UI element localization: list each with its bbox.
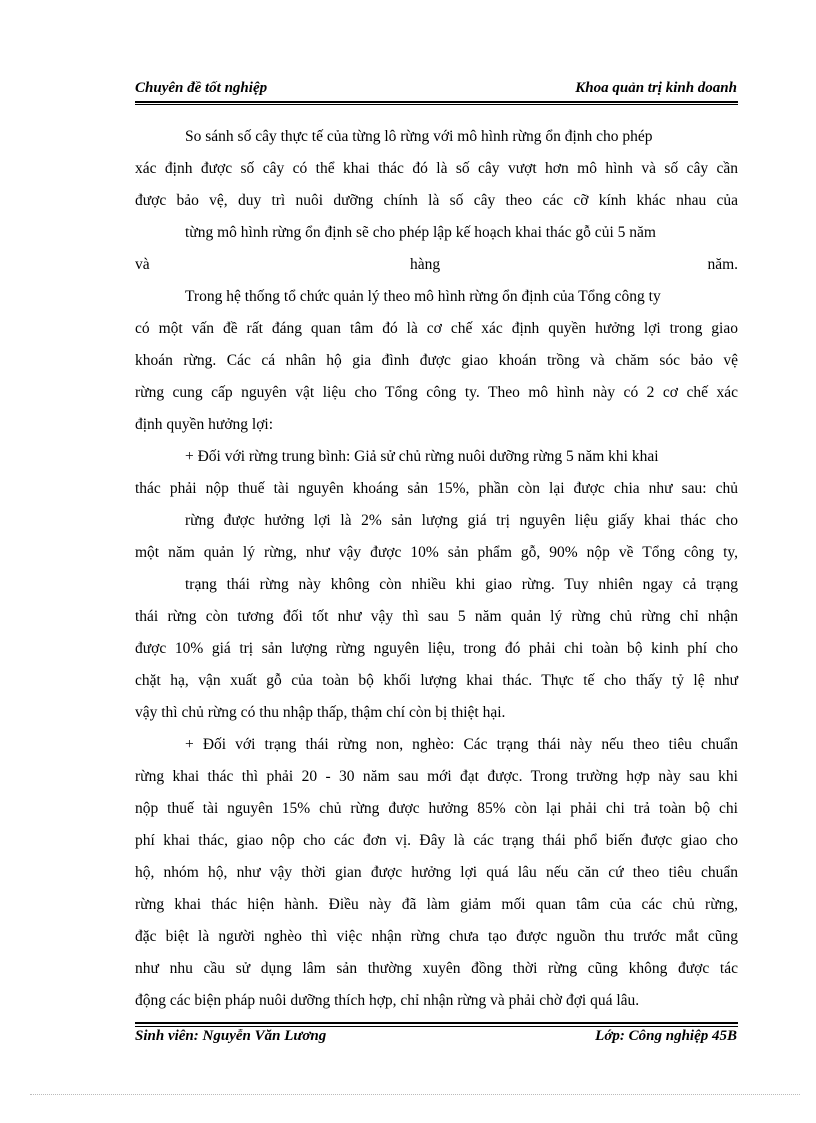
text-fragment-va: và (135, 256, 150, 273)
footer-rule-thin (135, 1026, 738, 1027)
text-fragment-hang: hàng (410, 256, 441, 273)
text-fragment-nam: năm. (707, 256, 738, 273)
text-line: đặc biệt là người nghèo thì việc nhận rừng chưa tạo được nguồn thu trước mắt cũng (135, 928, 738, 945)
text-line: hộ, nhóm hộ, như vậy thời gian được hưởng lợi quá lâu nếu căn cứ theo tiêu chuẩn (135, 864, 738, 881)
text-line: nộp thuế tài nguyên 15% chủ rừng được hưởng 85% còn lại phải chi trả toàn bộ chi (135, 800, 738, 817)
text-line: rừng khai thác hiện hành. Điều này đã làm giảm mối quan tâm của các chủ rừng, (135, 896, 738, 913)
text-line: So sánh số cây thực tế của từng lô rừng với mô hình rừng ổn định cho phép (185, 128, 653, 145)
text-line: xác định được số cây có thể khai thác đó là số cây vượt hơn mô hình và số cây cần (135, 160, 738, 177)
text-line: thái rừng còn tương đối tốt như vậy thì sau 5 năm quản lý rừng chủ rừng chỉ nhận (135, 608, 738, 625)
text-line: phí khai thác, giao nộp cho các đơn vị. Đây là các trạng thái phổ biến được giao cho (135, 832, 738, 849)
text-line: Trong hệ thống tổ chức quản lý theo mô hình rừng ổn định của Tổng công ty (185, 288, 661, 305)
text-line: được 10% giá trị sản lượng rừng nguyên liệu, trong đó phải chi toàn bộ kinh phí cho (135, 640, 738, 657)
text-line: được bảo vệ, duy trì nuôi dưỡng chính là số cây theo các cỡ kính khác nhau của (135, 192, 738, 209)
text-line: + Đối với rừng trung bình: Giả sử chủ rừng nuôi dưỡng rừng 5 năm khi khai (185, 448, 659, 465)
text-line: một năm quản lý rừng, như vậy được 10% sản phẩm gỗ, 90% nộp về Tổng công ty, (135, 544, 738, 561)
text-line: từng mô hình rừng ổn định sẽ cho phép lập kế hoạch khai thác gỗ củi 5 năm (185, 224, 656, 241)
text-line: rừng cung cấp nguyên vật liệu cho Tổng công ty. Theo mô hình này có 2 cơ chế xác (135, 384, 738, 401)
text-line: định quyền hưởng lợi: (135, 416, 274, 433)
text-line: chặt hạ, vận xuất gỗ của toàn bộ khối lượng khai thác. Thực tế cho thấy tỷ lệ như (135, 672, 738, 689)
text-line: rừng khai thác thì phải 20 - 30 năm sau mới đạt được. Trong trường hợp này sau khi (135, 768, 738, 785)
text-line: khoán rừng. Các cá nhân hộ gia đình được giao khoán trồng và chăm sóc bảo vệ (135, 352, 738, 369)
page-header (135, 76, 737, 100)
text-line: có một vấn đề rất đáng quan tâm đó là cơ chế xác định quyền hưởng lợi trong giao (135, 320, 738, 337)
header-rule-thin (135, 104, 738, 105)
footer-student: Sinh viên: Nguyễn Văn Lương (135, 1028, 327, 1044)
text-line: trạng thái rừng này không còn nhiều khi giao rừng. Tuy nhiên ngay cả trạng (185, 576, 738, 593)
footer-class: Lớp: Công nghiệp 45B (595, 1028, 737, 1044)
text-line: vậy thì chủ rừng có thu nhập thấp, thậm chí còn bị thiệt hại. (135, 704, 506, 721)
header-title-left: Chuyên đề tốt nghiệp (135, 80, 268, 96)
header-rule-thick (135, 101, 738, 103)
page-footer (135, 1028, 737, 1050)
footer-rule-thick (135, 1022, 738, 1024)
text-line: + Đối với trạng thái rừng non, nghèo: Các trạng thái này nếu theo tiêu chuẩn (185, 736, 738, 753)
text-line: động các biện pháp nuôi dưỡng thích hợp, chỉ nhận rừng và phải chờ đợi quá lâu. (135, 992, 640, 1009)
text-line: như nhu cầu sử dụng lâm sản thường xuyên đồng thời rừng cũng không được tác (135, 960, 738, 977)
header-title-right: Khoa quản trị kinh doanh (575, 80, 737, 96)
text-line: thác phải nộp thuế tài nguyên khoáng sản 15%, phần còn lại được chia như sau: chủ (135, 480, 738, 497)
page-bottom-divider (30, 1094, 800, 1095)
text-line: rừng được hưởng lợi là 2% sản lượng giá trị nguyên liệu giấy khai thác cho (185, 512, 738, 529)
